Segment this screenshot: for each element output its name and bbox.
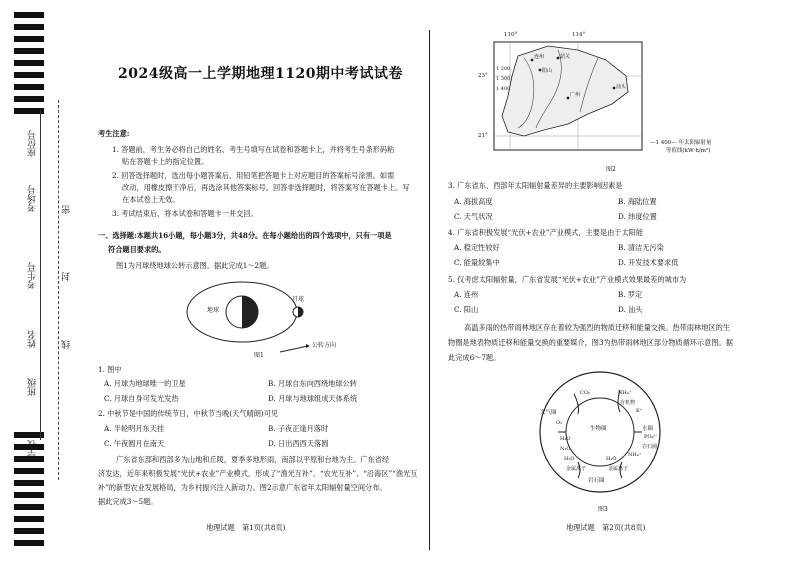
figure1-caption: 图1	[254, 352, 264, 359]
figure1-earth-label: 地球	[207, 307, 220, 314]
q5-option-d: D. 汕头	[618, 305, 643, 314]
fig2-place-guangzhou: 广州	[570, 92, 581, 98]
notice-line: 贴在答题卡上的指定位置。	[122, 157, 209, 166]
fig3-label: 金属离子	[608, 466, 629, 472]
fig3-label: NH₄⁺	[628, 452, 642, 458]
figure1-moon-orbit	[180, 278, 330, 358]
fig3-label: H₂O	[560, 436, 571, 442]
fig3-bottom: 岩石圈	[588, 478, 605, 484]
fig2-place-lianzhou: 连州	[534, 54, 545, 60]
notice-line: 3. 考试结束后，将本试卷和答题卡一并交回。	[112, 209, 258, 218]
fig3-label: O₂	[556, 420, 563, 426]
fig3-left: 大气圈	[540, 410, 557, 416]
figure1-direction-label: 公转方向	[312, 342, 337, 349]
q4-option-b: B. 清洁无污染	[618, 243, 664, 252]
q3-option-d: D. 纬度位置	[618, 212, 657, 221]
q1-option-d: D. 月球与地球组成天体系统	[268, 394, 358, 403]
exam-title: 2024级高一上学期地理1120期中考试试卷	[118, 66, 403, 82]
q1-option-a: A. 月球为地球唯一的卫星	[104, 379, 186, 388]
q2-option-b: B. 子夜正逢月落时	[268, 424, 329, 433]
fig3-label: 岩石圈	[642, 444, 658, 450]
section1-heading-cont: 符合题目要求的。	[108, 245, 166, 254]
fig2-iso-1200: 1 200	[496, 66, 511, 72]
fig3-label: H₂O	[606, 456, 617, 462]
passage3-line: 物圈是地表物质迁移和能量交换的重要媒介，图3为热带雨林地区部分物质循环示意图。据	[448, 338, 733, 347]
school-label: 学校	[28, 440, 38, 458]
fig2-legend-line1: —1 400— 年太阳辐射量	[650, 140, 712, 146]
q2-option-a: A. 半轮明月东天挂	[104, 424, 165, 433]
fig3-label: NH₄⁺	[618, 390, 632, 396]
name-label: 姓名	[28, 330, 38, 348]
fig3-label: K⁺	[636, 408, 643, 414]
fig2-lat1: 23°	[478, 73, 488, 79]
passage2-line: 补”的新型农业发展格局，为乡村振兴注入新动力。图2示意广东省年太阳辐射量空间分布。	[98, 483, 387, 492]
figure3-caption: 图3	[598, 506, 608, 513]
fig2-lon2: 114°	[572, 32, 586, 38]
passage2-line: 广东省东部和西部多为山地和丘陵，夏季多地形雨，南部以平原和台地为主。广东省经	[116, 455, 390, 464]
seal-char-1: 密	[62, 205, 72, 214]
q3-option-b: B. 海陆位置	[618, 197, 657, 206]
fig2-lon1: 110°	[504, 32, 518, 38]
notice-line: 2. 回答选择题时，选出每小题答案后，用铅笔把答题卡上对应题目的答案标号涂黑。如需	[112, 171, 395, 180]
seat-no-label: 座位号	[28, 130, 38, 157]
q3-option-a: A. 海拔高度	[454, 197, 493, 206]
footer-right: 地理试题 第2页(共8页)	[566, 523, 646, 532]
seal-char-2: 封	[62, 272, 72, 281]
fig2-iso-1400: 1 400	[496, 86, 511, 92]
notice-line: 1. 答题前，考生务必将自己的姓名、考生号填写在试卷和答题卡上，并将考生号条形码粘	[112, 145, 395, 154]
passage3-line: 此完成6～7题。	[448, 353, 501, 362]
q5-stem: 5. 仅考虑太阳辐射量，广东省发展“光伏+农业”产业模式效果最差的城市为	[448, 275, 687, 284]
q4-option-c: C. 能量较集中	[454, 258, 500, 267]
q3-option-c: C. 天气状况	[454, 212, 493, 221]
fig3-right: 水圈	[642, 426, 654, 432]
q4-stem: 4. 广东省积极发展“光伏+农业”产业模式，主要是由于太阳能	[448, 228, 644, 237]
fig3-label: H₂O	[564, 456, 575, 462]
fig3-label: 金属离子	[566, 466, 587, 472]
figure2-caption: 图2	[606, 166, 616, 173]
class-label: 班级	[28, 378, 38, 396]
notice-line: 改动，用橡皮擦干净后，再选涂其他答案标号。回答非选择题时，将答案写在答题卡上。写	[122, 183, 410, 192]
right-page	[430, 0, 794, 561]
fig2-iso-1300: 1 300	[496, 76, 511, 82]
seal-char-3: 线	[62, 340, 72, 349]
q2-option-c: C. 午夜圆月在南天	[104, 439, 165, 448]
section1-intro: 图1为月球绕地球公转示意图。据此完成1～2题。	[116, 261, 274, 270]
q4-option-d: D. 开发技术要求低	[618, 258, 679, 267]
fig2-place-yangshan: 阳山	[542, 68, 553, 74]
q2-stem: 2. 中秋节是中国的传统节日，中秋节当晚(天气晴朗)可见	[98, 409, 279, 418]
fig2-place-shantou: 汕头	[616, 84, 627, 90]
fig3-center: 生物圈	[590, 426, 607, 432]
q1-option-c: C. 月球自身可发光发热	[104, 394, 179, 403]
q3-stem: 3. 广东省东、西部年太阳辐射量差异的主要影响因素是	[448, 181, 623, 190]
passage2-line: 济发达，近年来积极发展“光伏+农业”产业模式，形成了“渔光互补”、“农光互补”、“沿海区”“渔光互	[98, 469, 418, 478]
fig3-label: CO₂	[580, 390, 590, 396]
q2-option-d: D. 日出西西天落圆	[268, 439, 329, 448]
q5-option-b: B. 罗定	[618, 290, 643, 299]
fig3-label: 有机物	[620, 400, 636, 406]
q1-stem: 1. 图中	[98, 365, 122, 374]
fig2-place-shaoguan: 韶关	[560, 54, 571, 60]
notice-line: 在本试卷上无效。	[122, 195, 180, 204]
passage2-line: 据此完成3～5题。	[98, 497, 158, 506]
exam-no-label: 考生号	[28, 262, 38, 289]
q5-option-c: C. 阳山	[454, 305, 479, 314]
q4-option-a: A. 稳定性较好	[454, 243, 500, 252]
notice-heading: 考生注意:	[98, 129, 130, 138]
fig3-label: PO₄³⁻	[644, 434, 659, 440]
fig3-label: N₂O	[560, 446, 571, 452]
figure1-moon-label: 月球	[292, 296, 305, 303]
passage3-line: 高温多雨的热带雨林地区存在着较为强烈的物质迁移和能量交换。热带雨林地区的生	[464, 323, 730, 332]
q1-option-b: B. 月球自东向西绕地球公转	[268, 379, 357, 388]
section1-heading: 一、选择题:本题共16小题，每小题3分，共48分。在每小题给出的四个选项中，只有一项是	[98, 231, 392, 240]
fig2-lat2: 21°	[478, 133, 488, 139]
exam-room-no-label: 考场号	[28, 185, 38, 212]
q5-option-a: A. 连州	[454, 290, 479, 299]
fig2-legend-line2: 等值线(kW·h/m²)	[666, 148, 711, 154]
footer-left: 地理试题 第1页(共8页)	[206, 523, 286, 532]
